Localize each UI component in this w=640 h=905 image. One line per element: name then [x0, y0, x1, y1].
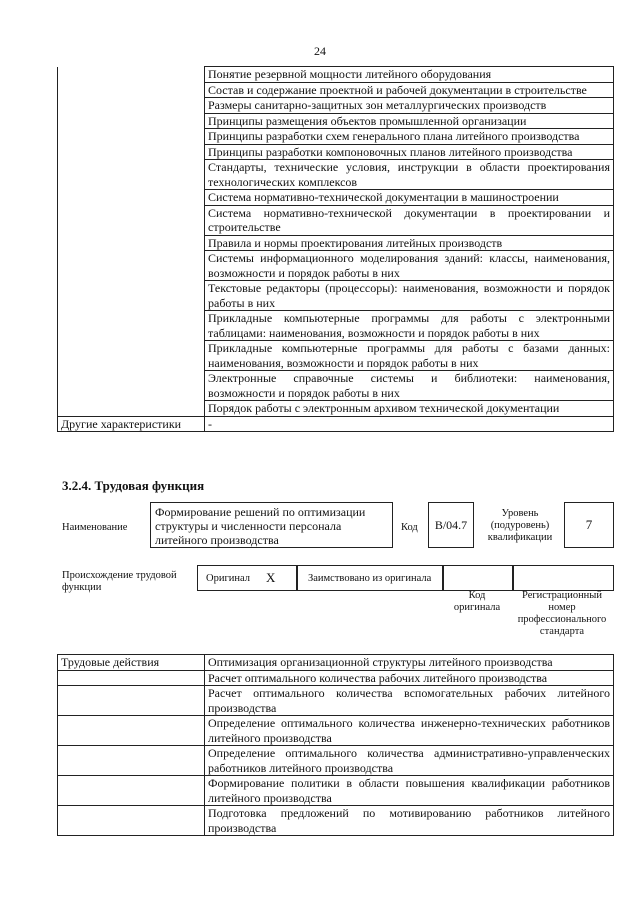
empty-cell [58, 160, 205, 190]
labour-action-item: Подготовка предложений по мотивированию работников литейного производства [205, 806, 614, 836]
original-code-box [443, 565, 513, 591]
labour-action-item: Формирование политики в области повышения квалификации работников литейного производства [205, 776, 614, 806]
qualification-level-label: Уровень (подуровень) квалификации [487, 508, 553, 543]
knowledge-item: Прикладные компьютерные программы для работы с базами данных: наименования, возможности и порядок работы в них [205, 341, 614, 371]
knowledge-item: Текстовые редакторы (процессоры): наименования, возможности и порядок работы в них [205, 281, 614, 311]
empty-cell [58, 281, 205, 311]
table-row [58, 67, 614, 83]
table-row [58, 251, 614, 281]
empty-cell [58, 82, 205, 98]
original-label: Оригинал [206, 573, 250, 584]
table-row [58, 670, 614, 686]
table-row [58, 144, 614, 160]
knowledge-item: Понятие резервной мощности литейного оборудования [205, 67, 614, 83]
labour-action-item: Определение оптимального количества административно-управленческих работников литейного производства [205, 746, 614, 776]
knowledge-item: Электронные справочные системы и библиотеки: наименования, возможности и порядок работы в них [205, 371, 614, 401]
empty-cell [58, 251, 205, 281]
borrowed-label: Заимствовано из оригинала [308, 573, 432, 584]
other-characteristics-value: - [205, 416, 614, 432]
table-row [58, 776, 614, 806]
table-row [58, 401, 614, 417]
table-row [58, 113, 614, 129]
labour-action-item: Определение оптимального количества инженерно-технических работников литейного производства [205, 716, 614, 746]
labour-action-item: Расчет оптимального количества рабочих литейного производства [205, 670, 614, 686]
original-code-caption: Код оригинала [453, 590, 501, 613]
table-row [58, 416, 614, 432]
table-row [58, 371, 614, 401]
original-mark: X [266, 570, 276, 585]
knowledge-item: Принципы разработки компоновочных планов литейного производства [205, 144, 614, 160]
origin-label: Происхождение трудовой функции [62, 570, 177, 593]
empty-cell [58, 98, 205, 114]
table-row [58, 190, 614, 206]
name-label: Наименование [62, 522, 128, 533]
empty-cell [58, 686, 205, 716]
code-label: Код [401, 522, 418, 533]
knowledge-item: Стандарты, технические условия, инструкции в области проектирования технологических комплексов [205, 160, 614, 190]
empty-cell [58, 205, 205, 235]
empty-cell [58, 401, 205, 417]
knowledge-item: Принципы размещения объектов промышленной организации [205, 113, 614, 129]
table-row [58, 716, 614, 746]
labour-action-item: Оптимизация организационной структуры литейного производства [205, 655, 614, 671]
empty-cell [58, 746, 205, 776]
table-row [58, 281, 614, 311]
knowledge-item: Система нормативно-технической документации в машиностроении [205, 190, 614, 206]
knowledge-item: Правила и нормы проектирования литейных производств [205, 235, 614, 251]
table-row [58, 806, 614, 836]
borrowed-box [297, 565, 443, 591]
table-row [58, 655, 614, 671]
original-box [197, 565, 297, 591]
empty-cell [58, 311, 205, 341]
labour-actions-table [57, 654, 614, 836]
knowledge-item: Прикладные компьютерные программы для работы с электронными таблицами: наименования, возможности и порядок работы в них [205, 311, 614, 341]
qualification-level-box: 7 [564, 502, 614, 548]
table-row [58, 160, 614, 190]
empty-cell [58, 776, 205, 806]
knowledge-table [57, 66, 614, 432]
knowledge-item: Принципы разработки схем генерального плана литейного производства [205, 129, 614, 145]
knowledge-item: Состав и содержание проектной и рабочей документации в строительстве [205, 82, 614, 98]
table-row [58, 82, 614, 98]
table-row [58, 746, 614, 776]
empty-cell [58, 67, 205, 83]
table-row [58, 205, 614, 235]
empty-cell [58, 190, 205, 206]
knowledge-item: Размеры санитарно-защитных зон металлургических производств [205, 98, 614, 114]
function-code-box: B/04.7 [428, 502, 474, 548]
empty-cell [58, 235, 205, 251]
empty-cell [58, 670, 205, 686]
knowledge-item: Система нормативно-технической документации в проектировании и строительстве [205, 205, 614, 235]
table-row [58, 341, 614, 371]
registration-number-caption: Регистрационный номер профессионального стандарта [517, 590, 607, 637]
section-heading: 3.2.4. Трудовая функция [62, 478, 205, 493]
empty-cell [58, 341, 205, 371]
table-row [58, 235, 614, 251]
table-row [58, 129, 614, 145]
empty-cell [58, 371, 205, 401]
table-row [58, 98, 614, 114]
other-characteristics-label: Другие характеристики [58, 416, 205, 432]
table-row [58, 686, 614, 716]
empty-cell [58, 129, 205, 145]
registration-number-box [513, 565, 614, 591]
labour-actions-label: Трудовые действия [58, 655, 205, 671]
function-name-box: Формирование решений по оптимизации структуры и численности персонала литейного производства [150, 502, 393, 548]
empty-cell [58, 144, 205, 160]
page-number: 24 [314, 44, 326, 58]
labour-action-item: Расчет оптимального количества вспомогательных рабочих литейного производства [205, 686, 614, 716]
knowledge-item: Порядок работы с электронным архивом технической документации [205, 401, 614, 417]
knowledge-item: Системы информационного моделирования зданий: классы, наименования, возможности и порядок работы в них [205, 251, 614, 281]
empty-cell [58, 113, 205, 129]
table-row [58, 311, 614, 341]
empty-cell [58, 806, 205, 836]
empty-cell [58, 716, 205, 746]
